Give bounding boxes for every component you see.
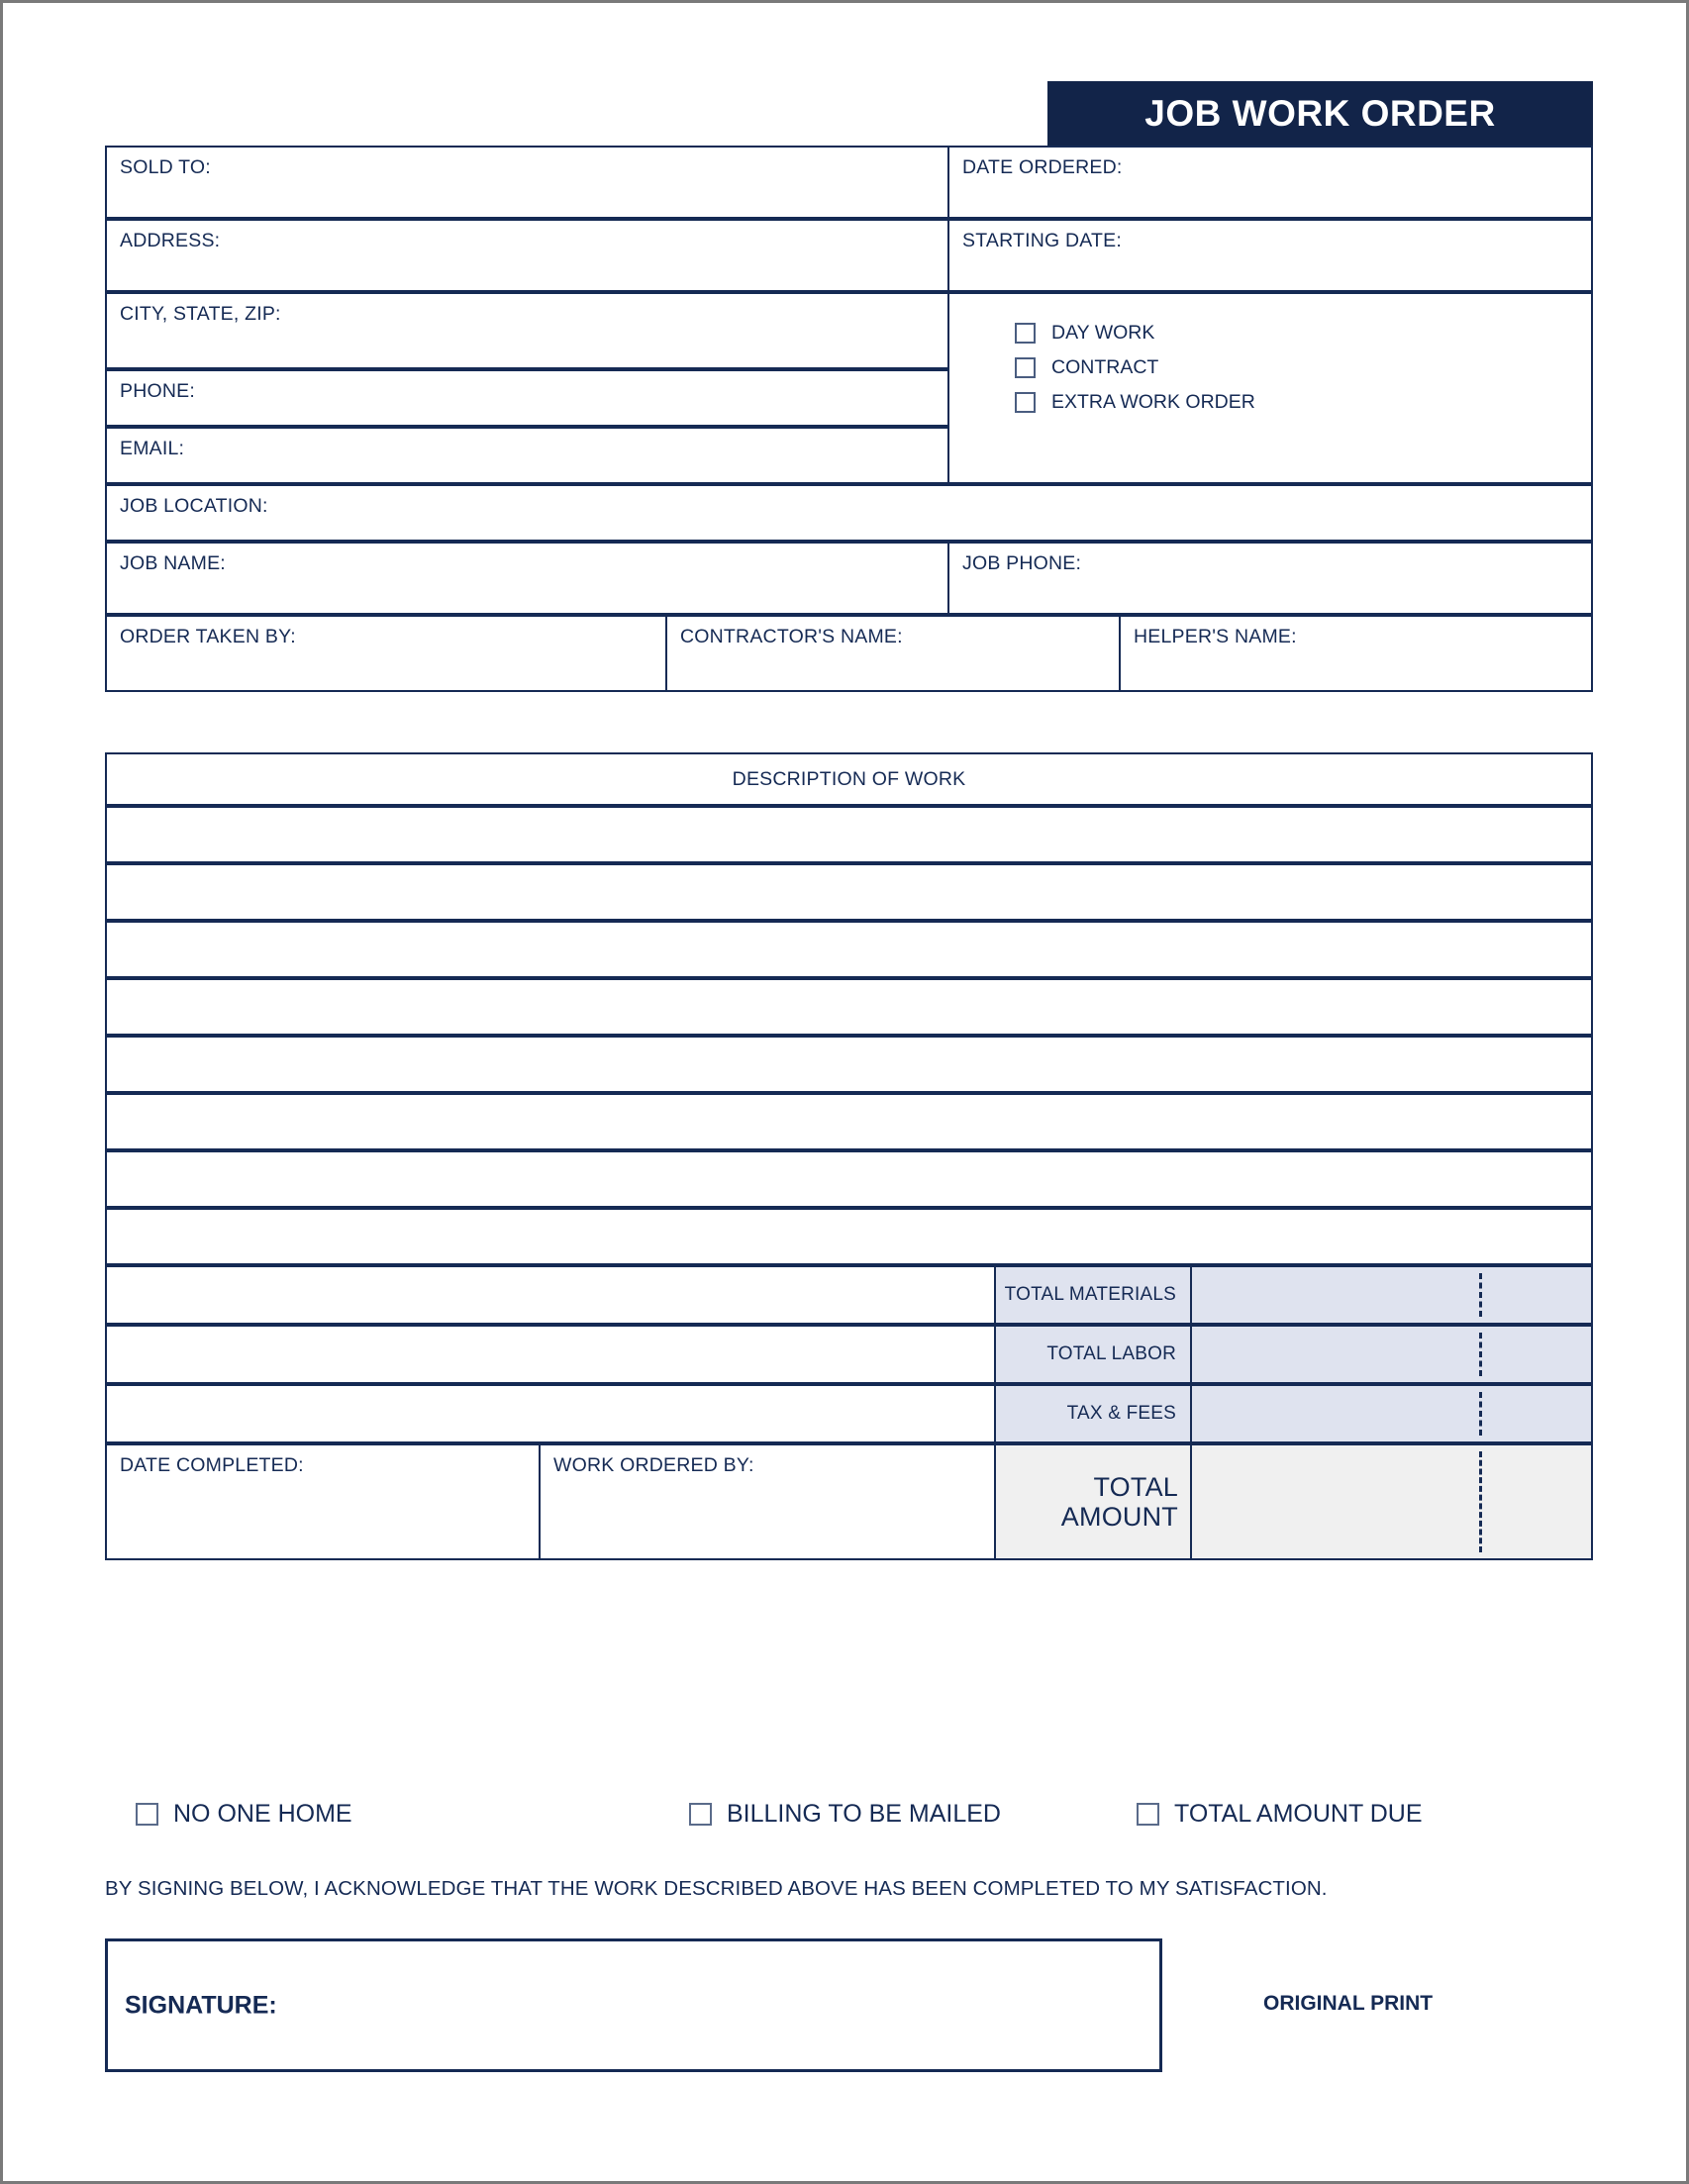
field-order-taken-by[interactable] (105, 615, 667, 692)
checkbox-icon[interactable] (1015, 392, 1036, 413)
field-job-name[interactable] (105, 542, 949, 615)
bottom-option-no-one-home[interactable] (136, 1800, 352, 1829)
job-location-label: JOB LOCATION: (120, 495, 268, 517)
order-taken-by-label: ORDER TAKEN BY: (120, 626, 296, 647)
work-ordered-by-label: WORK ORDERED BY: (553, 1454, 754, 1476)
contractors-name-label: CONTRACTOR'S NAME: (680, 626, 903, 647)
total-labor-label: TOTAL LABOR (1046, 1343, 1176, 1364)
total-labor-label-cell (994, 1325, 1192, 1384)
original-print-label: ORIGINAL PRINT (1263, 1992, 1434, 2015)
cents-divider-icon (1479, 1333, 1482, 1376)
description-of-work-header (105, 752, 1593, 806)
form-sheet (105, 3, 1593, 2184)
page-title: JOB WORK ORDER (1144, 93, 1496, 134)
description-of-work-label: DESCRIPTION OF WORK (732, 767, 966, 790)
bottom-option-label: NO ONE HOME (173, 1800, 352, 1828)
field-date-completed[interactable] (105, 1443, 541, 1560)
checkbox-icon[interactable] (1015, 323, 1036, 344)
total-materials-value-cell[interactable] (1190, 1265, 1593, 1325)
work-type-option-day-work[interactable] (1015, 320, 1255, 347)
bottom-option-total-amount-due[interactable] (1137, 1800, 1423, 1829)
description-row[interactable] (105, 1093, 1593, 1150)
description-row[interactable] (105, 1036, 1593, 1093)
total-amount-label: TOTAL AMOUNT (1060, 1471, 1178, 1532)
work-type-option-label: DAY WORK (1051, 322, 1155, 344)
total-materials-label-cell (994, 1265, 1192, 1325)
acknowledgment-text: BY SIGNING BELOW, I ACKNOWLEDGE THAT THE WORK DESCRIBED ABOVE HAS BEEN COMPLETED TO MY SATISFACTION. (105, 1877, 1328, 1900)
work-type-options-group (947, 292, 1593, 484)
totals-blank-cell[interactable] (105, 1265, 996, 1325)
description-row[interactable] (105, 978, 1593, 1036)
tax-and-fees-label-cell (994, 1384, 1192, 1443)
work-type-option-extra-work-order[interactable] (1015, 389, 1255, 416)
signature-box[interactable] (105, 1938, 1162, 2072)
signature-label: SIGNATURE: (125, 1991, 277, 2019)
date-completed-label: DATE COMPLETED: (120, 1454, 304, 1476)
job-name-label: JOB NAME: (120, 552, 226, 574)
city-state-zip-label: CITY, STATE, ZIP: (120, 303, 281, 325)
description-row[interactable] (105, 921, 1593, 978)
field-date-ordered[interactable] (947, 146, 1593, 219)
checkbox-icon[interactable] (136, 1803, 158, 1826)
field-starting-date[interactable] (947, 219, 1593, 292)
bottom-options-row (105, 1800, 1593, 1839)
tax-and-fees-label: TAX & FEES (1066, 1403, 1176, 1424)
checkbox-icon[interactable] (1137, 1803, 1159, 1826)
field-phone[interactable] (105, 369, 949, 427)
description-row[interactable] (105, 863, 1593, 921)
total-amount-label-cell (994, 1443, 1192, 1560)
field-address[interactable] (105, 219, 949, 292)
field-job-phone[interactable] (947, 542, 1593, 615)
field-helpers-name[interactable] (1119, 615, 1593, 692)
starting-date-label: STARTING DATE: (962, 230, 1122, 251)
address-label: ADDRESS: (120, 230, 221, 251)
field-work-ordered-by[interactable] (539, 1443, 996, 1560)
bottom-option-billing-to-be-mailed[interactable] (689, 1800, 1001, 1829)
field-email[interactable] (105, 427, 949, 484)
totals-blank-cell[interactable] (105, 1325, 996, 1384)
description-row[interactable] (105, 1150, 1593, 1208)
field-city-state-zip[interactable] (105, 292, 949, 369)
work-type-checkbox-list (1015, 320, 1255, 416)
field-job-location[interactable] (105, 484, 1593, 542)
tax-and-fees-value-cell[interactable] (1190, 1384, 1593, 1443)
cents-divider-icon (1479, 1273, 1482, 1317)
total-amount-value-cell[interactable] (1190, 1443, 1593, 1560)
field-contractors-name[interactable] (665, 615, 1121, 692)
work-type-option-label: EXTRA WORK ORDER (1051, 391, 1255, 413)
cents-divider-icon (1479, 1451, 1482, 1552)
work-type-option-label: CONTRACT (1051, 356, 1159, 378)
sold-to-label: SOLD TO: (120, 156, 211, 178)
date-ordered-label: DATE ORDERED: (962, 156, 1123, 178)
form-title-banner (1047, 81, 1593, 146)
bottom-option-label: TOTAL AMOUNT DUE (1174, 1800, 1423, 1828)
total-labor-value-cell[interactable] (1190, 1325, 1593, 1384)
bottom-option-label: BILLING TO BE MAILED (727, 1800, 1001, 1828)
checkbox-icon[interactable] (1015, 357, 1036, 378)
description-row[interactable] (105, 1208, 1593, 1265)
job-phone-label: JOB PHONE: (962, 552, 1082, 574)
email-label: EMAIL: (120, 438, 185, 459)
description-row[interactable] (105, 806, 1593, 863)
totals-blank-cell[interactable] (105, 1384, 996, 1443)
work-type-option-contract[interactable] (1015, 354, 1255, 381)
field-sold-to[interactable] (105, 146, 949, 219)
total-materials-label: TOTAL MATERIALS (1004, 1284, 1176, 1305)
checkbox-icon[interactable] (689, 1803, 712, 1826)
cents-divider-icon (1479, 1392, 1482, 1436)
phone-label: PHONE: (120, 380, 195, 402)
helpers-name-label: HELPER'S NAME: (1134, 626, 1297, 647)
